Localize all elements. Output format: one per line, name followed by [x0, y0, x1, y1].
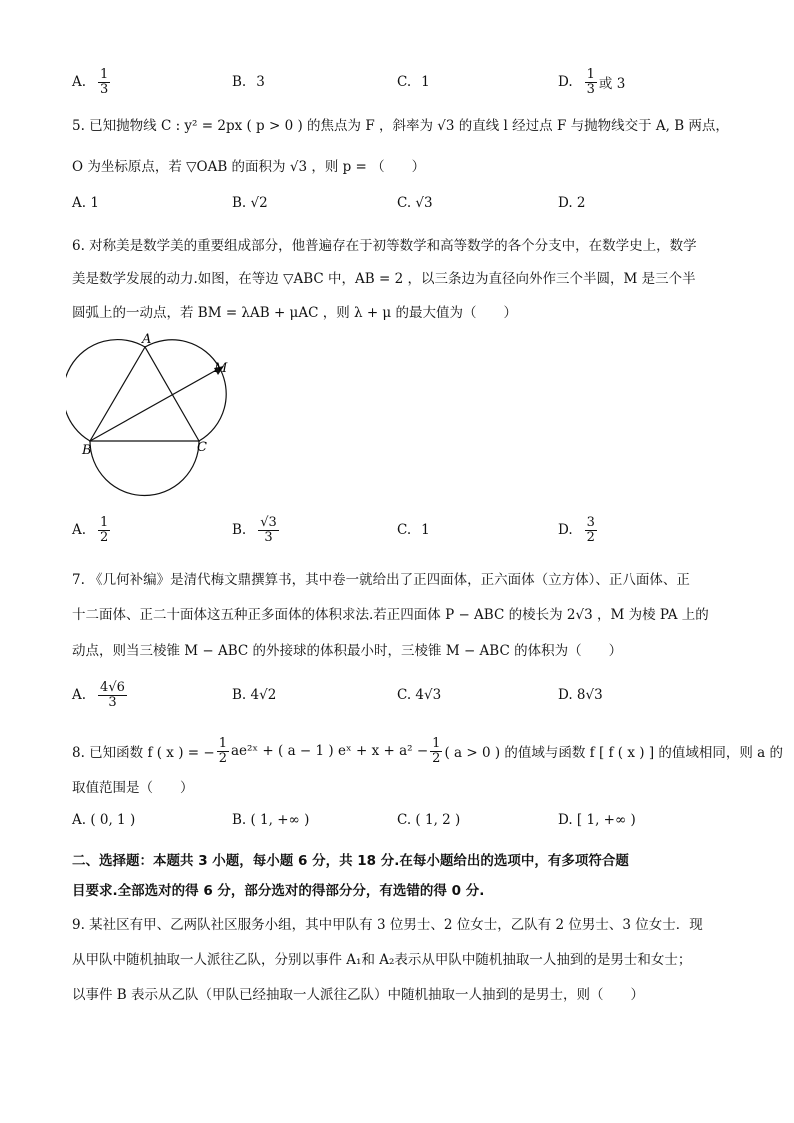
- q9-stem-line2: 从甲队中随机抽取一人派往乙队，分别以事件 A₁和 A₂表示从甲队中随机抽取一人抽到的是男士和女士；: [72, 952, 692, 968]
- fraction: $\frac{1}{2}$: [432, 735, 441, 766]
- q7-option-b[interactable]: B. 4√2: [232, 687, 277, 703]
- q8-option-d[interactable]: D. [ 1, +∞ ): [558, 812, 636, 828]
- label-b: B: [82, 443, 92, 458]
- q6-option-a[interactable]: A. $\frac{1}{2}$: [72, 514, 109, 545]
- q6-option-b[interactable]: B. $\frac{√3}{3}$: [232, 514, 277, 545]
- semicircle-ab: [66, 340, 145, 441]
- q8-stem-line1: 8. 已知函数 f ( x ) = − $\frac{1}{2}$ ae²ˣ + ( a − 1 ) eˣ + x + a² − $\frac{1}{2}$ ( a > 0 ) 的值域与函数 f [ f ( x ) ] 的值域相同，则 a 的: [72, 735, 784, 766]
- section2-heading-line1: 二、选择题：本题共 3 小题，每小题 6 分，共 18 分.在每小题给出的选项中，有多项符合题: [72, 853, 629, 869]
- q6-stem-line3: 圆弧上的一动点，若 BM = λAB + μAC ，则 λ + μ 的最大值为（ ）: [72, 305, 517, 321]
- q7-option-d[interactable]: D. 8√3: [558, 687, 603, 703]
- q8-stem-line2: 取值范围是（ ）: [72, 780, 194, 796]
- fraction: $\frac{√3}{3}$: [260, 514, 277, 545]
- q4-option-a[interactable]: A. $\frac{1}{3}$: [72, 66, 109, 97]
- label-c: C: [197, 440, 207, 455]
- section2-heading-line2: 目要求.全部选对的得 6 分，部分选对的得部分分，有选错的得 0 分.: [72, 883, 485, 899]
- label-m: M: [214, 361, 228, 376]
- q6-option-c[interactable]: C. 1: [397, 522, 430, 538]
- q6-stem-line1: 6. 对称美是数学美的重要组成部分，他普遍存在于初等数学和高等数学的各个分支中，在数学史上，数学: [72, 238, 697, 254]
- semicircle-bc: [90, 441, 199, 496]
- fraction: $\frac{1}{3}$: [586, 66, 595, 97]
- q7-stem-line2: 十二面体、正二十面体这五种正多面体的体积求法.若正四面体 P − ABC 的棱长为 2√3 ，M 为棱 PA 上的: [72, 607, 709, 623]
- q4-option-b[interactable]: B. 3: [232, 74, 265, 90]
- q5-stem-line1: 5. 已知抛物线 C : y² = 2px ( p > 0 ) 的焦点为 F ，斜率为 √3 的直线 l 经过点 F 与抛物线交于 A, B 两点，: [72, 118, 729, 134]
- q8-option-b[interactable]: B. ( 1, +∞ ): [232, 812, 310, 828]
- q8-option-a[interactable]: A. ( 0, 1 ): [72, 812, 136, 828]
- vector-bm: [90, 368, 220, 441]
- fraction: $\frac{3}{2}$: [586, 514, 595, 545]
- q4-option-c[interactable]: C. 1: [397, 74, 430, 90]
- q7-option-a[interactable]: A. $\frac{4√6}{3}$: [72, 679, 125, 710]
- fraction: $\frac{1}{2}$: [100, 514, 109, 545]
- q5-option-d[interactable]: D. 2: [558, 195, 586, 211]
- q8-option-c[interactable]: C. ( 1, 2 ): [397, 812, 461, 828]
- semicircle-ac: [145, 340, 226, 441]
- q6-figure: [66, 330, 246, 515]
- q7-option-c[interactable]: C. 4√3: [397, 687, 442, 703]
- q7-stem-line3: 动点，则当三棱锥 M − ABC 的外接球的体积最小时，三棱锥 M − ABC 的体积为（ ）: [72, 643, 623, 659]
- q6-options: [72, 510, 732, 550]
- q4-option-d[interactable]: D. $\frac{1}{3}$ 或 3: [558, 66, 626, 97]
- q6-stem-line2: 美是数学发展的动力.如图，在等边 ▽ABC 中，AB = 2 ，以三条边为直径向外作三个半圆，M 是三个半: [72, 271, 696, 287]
- q6-option-d[interactable]: D. $\frac{3}{2}$: [558, 514, 595, 545]
- q5-option-b[interactable]: B. √2: [232, 195, 268, 211]
- q9-stem-line3: 以事件 B 表示从乙队（甲队已经抽取一人派往乙队）中随机抽取一人抽到的是男士，则（ ）: [72, 987, 645, 1003]
- q4-options: [72, 62, 732, 102]
- q7-stem-line1: 7. 《几何补编》是清代梅文鼎撰算书，其中卷一就给出了正四面体，正六面体（立方体）、正八面体、正: [72, 572, 690, 588]
- triangle-abc: [90, 347, 199, 441]
- fraction: $\frac{1}{3}$: [100, 66, 109, 97]
- q5-options: [72, 183, 732, 223]
- q7-options: [72, 675, 732, 715]
- q5-option-a[interactable]: A. 1: [72, 195, 99, 211]
- q8-options: [72, 800, 732, 840]
- q5-option-c[interactable]: C. √3: [397, 195, 433, 211]
- label-a: A: [142, 332, 152, 347]
- q9-stem-line1: 9. 某社区有甲、乙两队社区服务小组，其中甲队有 3 位男士、2 位女士，乙队有 2 位男士、3 位女士．现: [72, 917, 703, 933]
- fraction: $\frac{1}{2}$: [218, 735, 227, 766]
- fraction: $\frac{4√6}{3}$: [100, 679, 125, 710]
- q5-stem-line2: O 为坐标原点，若 ▽OAB 的面积为 √3 ，则 p = （ ）: [72, 159, 426, 175]
